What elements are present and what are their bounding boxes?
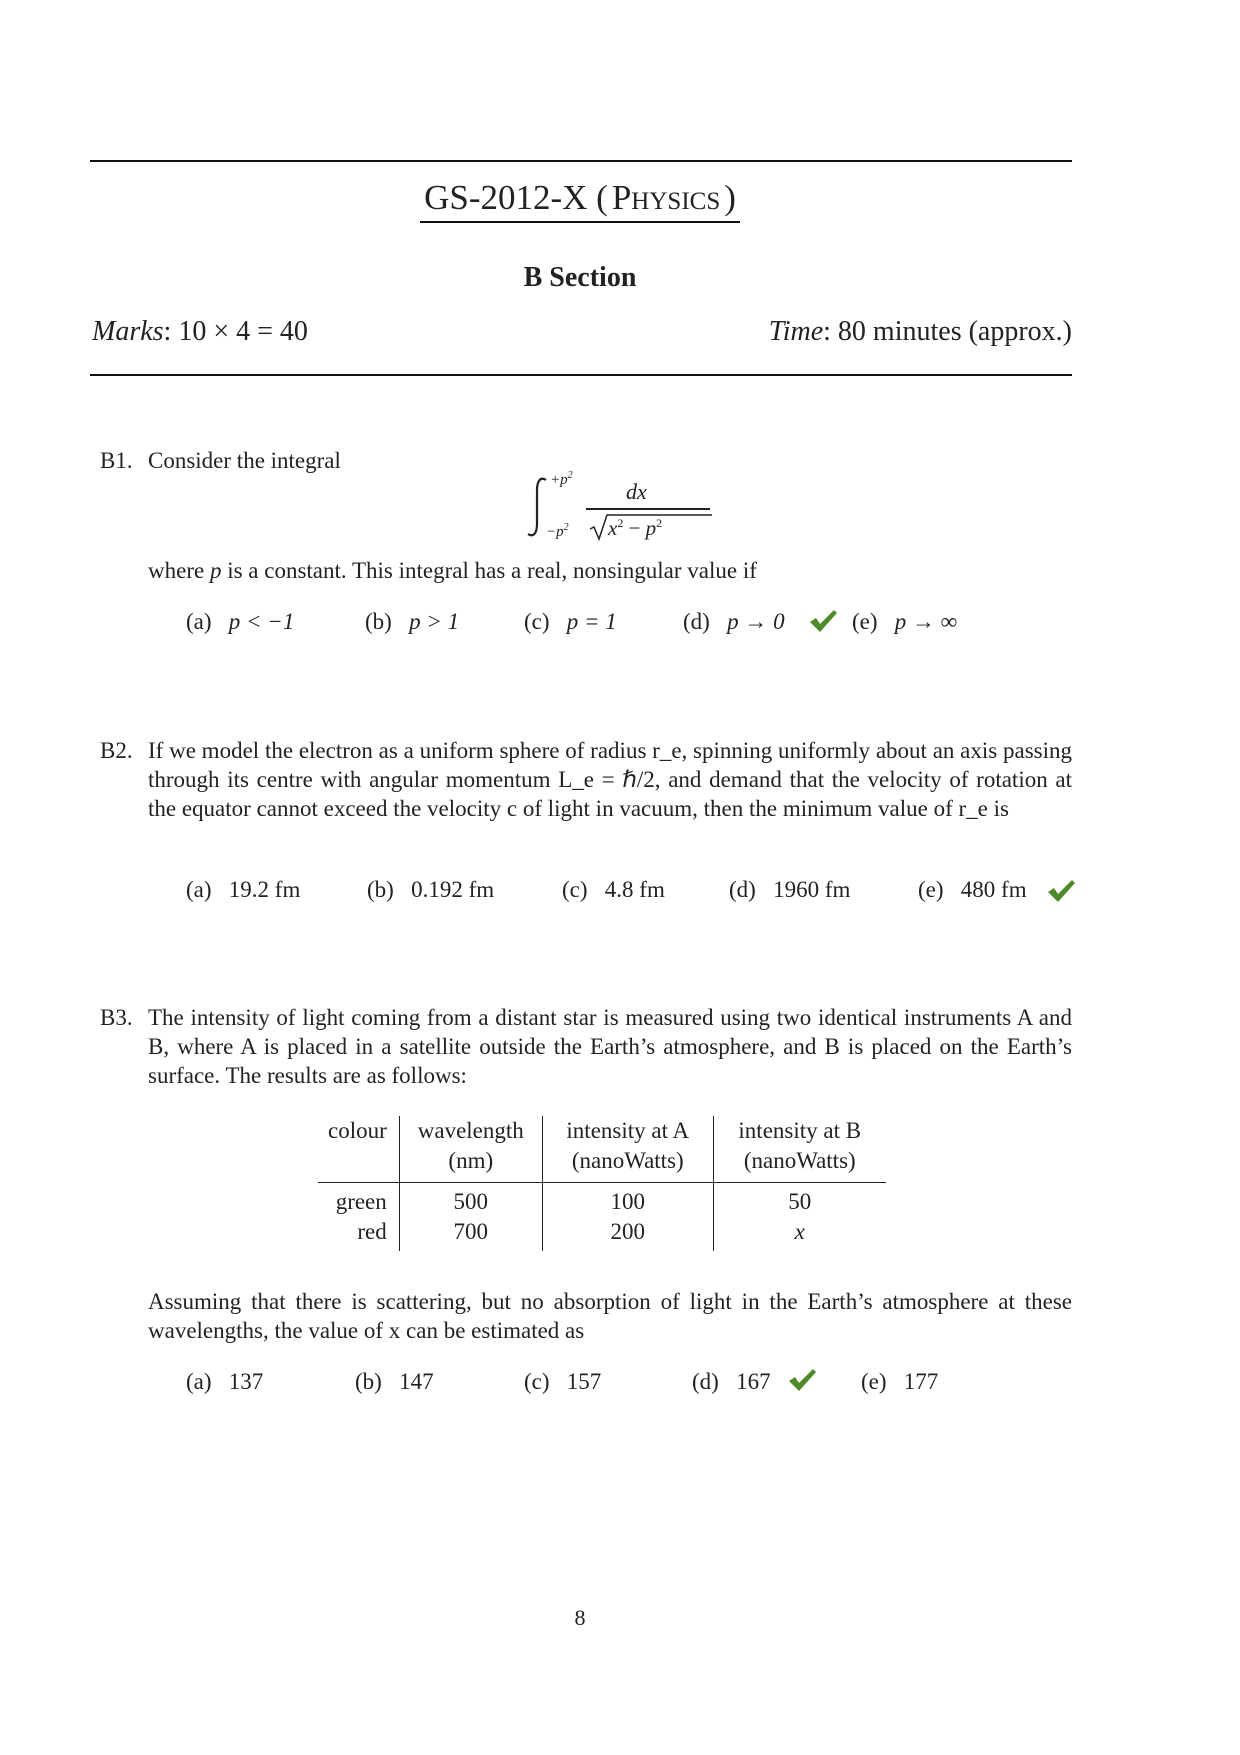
table-row	[318, 1183, 886, 1218]
question-b1-condition: where p is a constant. This integral has a real, nonsingular value if	[148, 558, 757, 583]
option-b2-d[interactable]: (d) 1960 fm	[729, 877, 851, 902]
marks-info	[92, 316, 308, 348]
table-cell: red	[318, 1217, 399, 1251]
option-b3-d[interactable]: (d) 167	[692, 1369, 771, 1394]
integral-numerator: dx	[626, 479, 647, 504]
table-header-cell: intensity at A (nanoWatts)	[542, 1116, 713, 1183]
integral-radicand: $x^2 - p^2$	[608, 516, 663, 540]
section-heading: B Section	[523, 262, 637, 293]
time-info	[769, 316, 1072, 348]
option-b3-a[interactable]: (a) 137	[186, 1369, 264, 1394]
option-b2-e[interactable]: (e) 480 fm	[918, 877, 1027, 902]
table-cell: 500	[399, 1183, 542, 1218]
question-intro: Consider the integral	[148, 448, 341, 473]
checkmark-icon	[1046, 878, 1076, 904]
question-number: B1.	[100, 448, 133, 473]
fraction-bar	[586, 508, 710, 510]
header-top-rule	[90, 160, 1072, 162]
header-bottom-rule	[90, 374, 1072, 376]
table-header-row	[318, 1116, 886, 1183]
table-cell: 700	[399, 1217, 542, 1251]
page-number: 8	[574, 1605, 586, 1630]
integral-lower-limit: $-p^2$	[546, 522, 569, 540]
table-cell: 100	[542, 1183, 713, 1218]
integral-upper-limit: $+p^2$	[550, 470, 573, 488]
option-b2-c[interactable]: (c) 4.8 fm	[562, 877, 665, 902]
question-text: Assuming that there is scattering, but no absorption of light in the Earth’s atmosphere at these wavelengths, the value of x can be estimated as	[148, 1289, 1072, 1343]
table-cell: 50	[788, 1189, 812, 1214]
question-number: B2.	[100, 738, 133, 763]
question-text: The intensity of light coming from a distant star is measured using two identical instruments A and B, where A is placed in a satellite outside the Earth’s atmosphere, and B is placed on the Earth’s surface. The results are as follows:	[148, 1005, 1072, 1088]
title-end: )	[722, 178, 738, 223]
time-value: : 80 minutes (approx.)	[823, 316, 1072, 347]
table-row	[318, 1217, 886, 1251]
option-b3-e[interactable]: (e) 177	[861, 1369, 939, 1394]
integral-formula	[520, 470, 720, 540]
table-cell: 200	[542, 1217, 713, 1251]
checkmark-icon	[787, 1367, 817, 1393]
results-table	[318, 1116, 886, 1251]
option-b3-b[interactable]: (b) 147	[355, 1369, 434, 1394]
table-header-cell: wavelength (nm)	[399, 1116, 542, 1183]
option-b3-c[interactable]: (c) 157	[524, 1369, 602, 1394]
page-title	[0, 178, 1160, 218]
question-text: If we model the electron as a uniform sphere of radius r_e, spinning uniformly about an axis passing through its centre with angular momentum L_e = ℏ/2, and demand that the velocity of rotation at the equator cannot exceed the velocity c of light in vacuum, then the minimum value of r_e is	[148, 738, 1072, 821]
option-b1-b[interactable]: (b) p > 1	[365, 609, 460, 634]
table-cell: x	[794, 1219, 805, 1244]
option-b2-a[interactable]: (a) 19.2 fm	[186, 877, 301, 902]
marks-value: : 10 × 4 = 40	[163, 316, 308, 347]
table-cell: green	[318, 1183, 399, 1218]
table-header-cell: intensity at B (nanoWatts)	[738, 1118, 862, 1173]
table-header-cell: colour	[318, 1116, 399, 1183]
option-b1-c[interactable]: (c) p = 1	[524, 609, 617, 634]
question-number: B3.	[100, 1005, 133, 1030]
title-main: GS-2012-X (	[422, 178, 610, 223]
option-b1-a[interactable]: (a) p < −1	[186, 609, 295, 634]
checkmark-icon	[808, 608, 838, 634]
option-b1-d[interactable]: (d) p → 0	[683, 609, 785, 634]
marks-label: Marks	[92, 316, 164, 347]
option-b2-b[interactable]: (b) 0.192 fm	[367, 877, 495, 902]
option-b1-e[interactable]: (e) p → ∞	[852, 609, 958, 634]
title-subject: Physics	[610, 178, 722, 223]
time-label: Time	[768, 316, 824, 347]
